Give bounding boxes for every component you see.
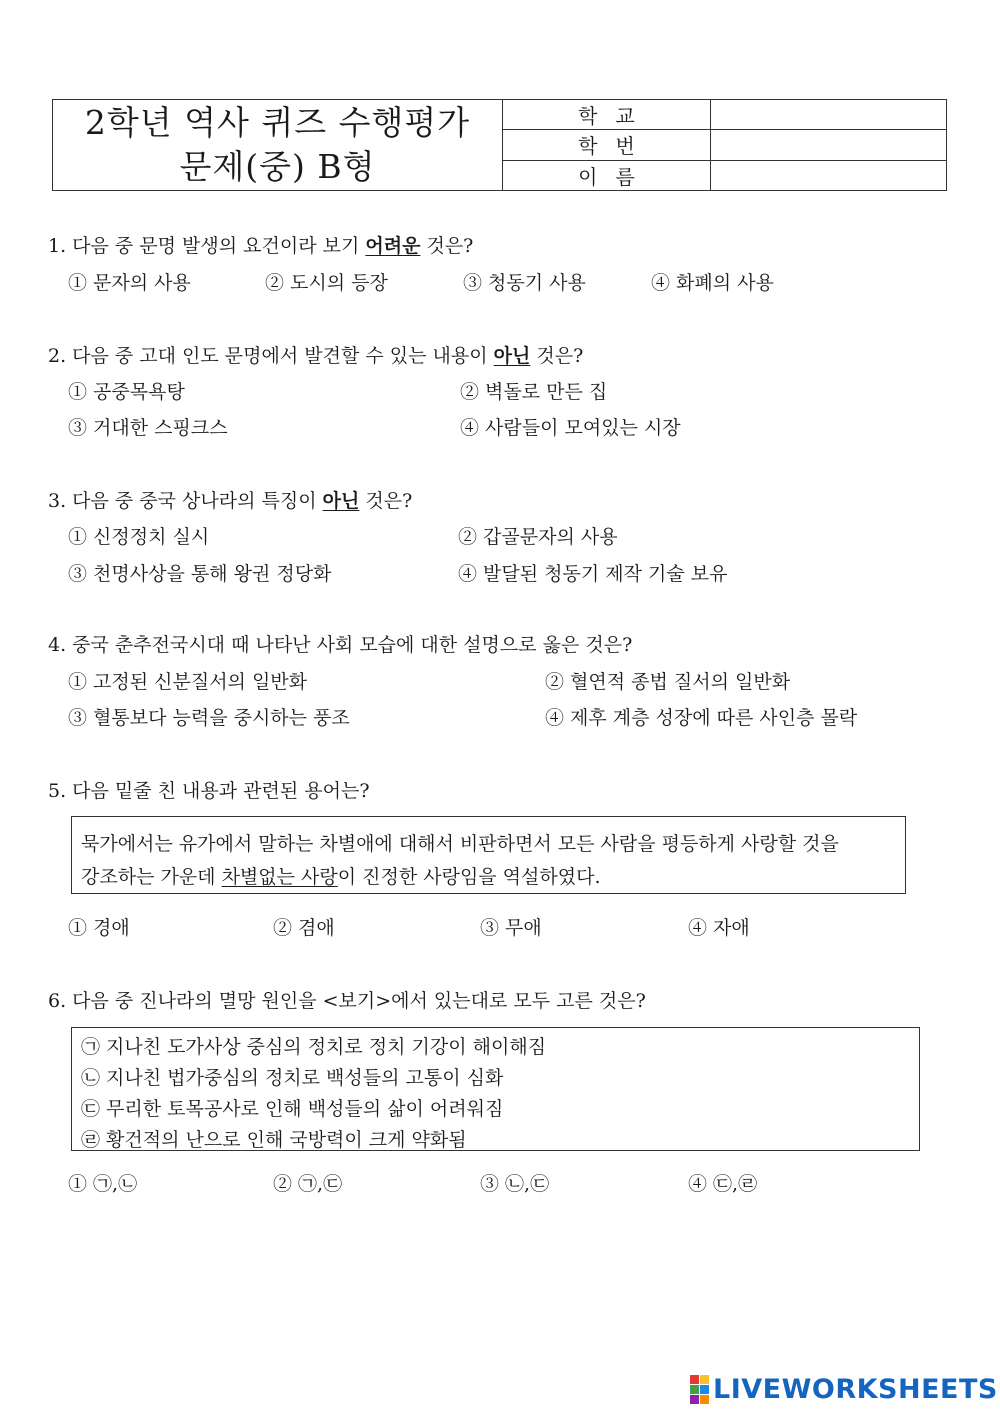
q6-item-1: ㉠ 지나친 도가사상 중심의 정치로 정치 기강이 해이해짐: [81, 1036, 547, 1058]
q6-option-1[interactable]: ① ㉠,㉡: [68, 1173, 138, 1195]
q2-option-2[interactable]: ② 벽돌로 만든 집: [460, 381, 608, 403]
q5-option-4[interactable]: ④ 자애: [688, 917, 750, 939]
q1-option-3[interactable]: ③ 청동기 사용: [463, 272, 586, 294]
logo-mark-square-1: [690, 1375, 699, 1384]
q3-option-1[interactable]: ① 신정정치 실시: [68, 526, 210, 548]
q6-option-4[interactable]: ④ ㉢,㉣: [688, 1173, 758, 1195]
q6-choice-box: [71, 1027, 920, 1151]
q1-option-1[interactable]: ① 문자의 사용: [68, 272, 191, 294]
title-cell: [53, 100, 503, 190]
question-2: 2. 다음 중 고대 인도 문명에서 발견할 수 있는 내용이 아닌 것은?: [48, 345, 584, 367]
q5-option-2[interactable]: ② 겸애: [273, 917, 335, 939]
question-4: 4. 중국 춘추전국시대 때 나타난 사회 모습에 대한 설명으로 옳은 것은?: [48, 634, 633, 656]
name-field[interactable]: [711, 161, 946, 190]
q4-option-4[interactable]: ④ 제후 계층 성장에 따른 사인층 몰락: [545, 707, 858, 729]
q2-option-3[interactable]: ③ 거대한 스핑크스: [68, 417, 228, 439]
liveworksheets-logo[interactable]: [690, 1374, 998, 1404]
logo-mark-square-4: [700, 1385, 709, 1394]
q3-option-4[interactable]: ④ 발달된 청동기 제작 기술 보유: [458, 563, 728, 585]
q6-item-4: ㉣ 황건적의 난으로 인해 국방력이 크게 약화됨: [81, 1129, 467, 1151]
q6-item-2: ㉡ 지나친 법가중심의 정치로 백성들의 고통이 심화: [81, 1067, 504, 1089]
q6-option-3[interactable]: ③ ㉡,㉢: [480, 1173, 550, 1195]
q3-option-3[interactable]: ③ 천명사상을 통해 왕권 정당화: [68, 563, 332, 585]
q2-option-4[interactable]: ④ 사람들이 모여있는 시장: [460, 417, 681, 439]
school-field[interactable]: [711, 100, 946, 129]
student-info-grid: [503, 100, 946, 190]
q5-option-3[interactable]: ③ 무애: [480, 917, 542, 939]
info-row-school: [503, 100, 946, 130]
q5-passage-box: [71, 816, 906, 894]
name-label: 이름: [503, 161, 711, 190]
info-row-student-number: [503, 130, 946, 160]
question-6: 6. 다음 중 진나라의 멸망 원인을 <보기>에서 있는대로 모두 고른 것은?: [48, 990, 646, 1012]
q1-option-4[interactable]: ④ 화폐의 사용: [651, 272, 774, 294]
student-number-label: 학번: [503, 130, 711, 159]
question-5: 5. 다음 밑줄 친 내용과 관련된 용어는?: [48, 780, 370, 802]
q4-option-1[interactable]: ① 고정된 신분질서의 일반화: [68, 671, 308, 693]
q4-option-2[interactable]: ② 혈연적 종법 질서의 일반화: [545, 671, 791, 693]
q5-passage-line-1: 묵가에서는 유가에서 말하는 차별애에 대해서 비판하면서 모든 사람을 평등하게 사랑할 것을: [81, 833, 839, 855]
q4-option-3[interactable]: ③ 혈통보다 능력을 중시하는 풍조: [68, 707, 350, 729]
school-label: 학교: [503, 100, 711, 129]
q2-emphasis: 아닌: [493, 345, 531, 367]
q1-option-2[interactable]: ② 도시의 등장: [265, 272, 388, 294]
q6-item-3: ㉢ 무리한 토목공사로 인해 백성들의 삶이 어려워짐: [81, 1098, 504, 1120]
student-number-field[interactable]: [711, 130, 946, 159]
q5-underlined-phrase: 차별없는 사랑: [221, 866, 338, 888]
liveworksheets-logo-text: LIVEWORKSHEETS: [713, 1373, 998, 1405]
q3-emphasis: 아닌: [322, 490, 360, 512]
q5-passage-line-2: 강조하는 가운데 차별없는 사랑이 진정한 사랑임을 역설하였다.: [81, 866, 601, 888]
logo-mark-square-6: [700, 1395, 709, 1404]
logo-mark-square-2: [700, 1375, 709, 1384]
logo-mark-square-3: [690, 1385, 699, 1394]
liveworksheets-logo-icon: [690, 1375, 709, 1404]
logo-mark-square-5: [690, 1395, 699, 1404]
q1-emphasis: 어려운: [365, 235, 421, 257]
info-row-name: [503, 161, 946, 190]
header-table: [52, 99, 947, 191]
q2-option-1[interactable]: ① 공중목욕탕: [68, 381, 185, 403]
q6-option-2[interactable]: ② ㉠,㉢: [273, 1173, 343, 1195]
title-line-2: 문제(중) B형: [179, 147, 376, 186]
question-3: 3. 다음 중 중국 상나라의 특징이 아닌 것은?: [48, 490, 413, 512]
question-1: 1. 다음 중 문명 발생의 요건이라 보기 어려운 것은?: [48, 235, 474, 257]
title-line-1: 2학년 역사 퀴즈 수행평가: [84, 103, 471, 142]
q3-option-2[interactable]: ② 갑골문자의 사용: [458, 526, 618, 548]
q5-option-1[interactable]: ① 경애: [68, 917, 130, 939]
